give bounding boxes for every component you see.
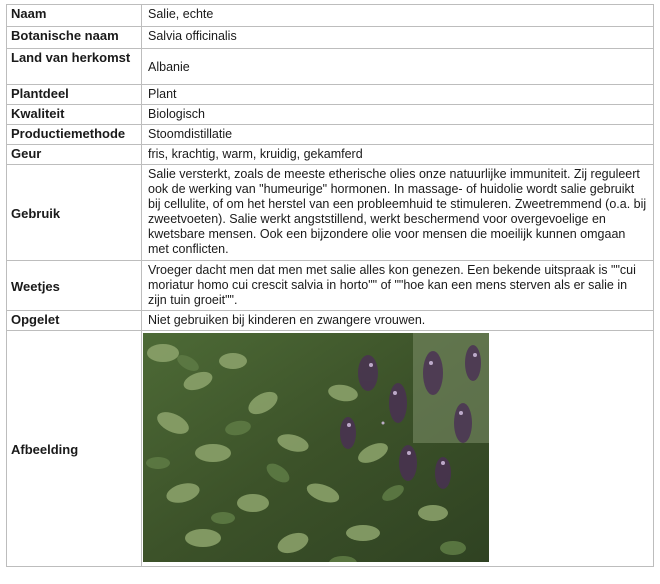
row-label-land-van-herkomst: Land van herkomst bbox=[7, 49, 142, 85]
row-value-land-van-herkomst: Albanie bbox=[142, 49, 654, 85]
row-label-productiemethode: Productiemethode bbox=[7, 125, 142, 145]
table-row bbox=[7, 145, 654, 165]
row-label-weetjes: Weetjes bbox=[7, 261, 142, 311]
info-table bbox=[6, 4, 654, 567]
sage-plant-photo bbox=[143, 333, 489, 562]
row-value-plantdeel: Plant bbox=[142, 85, 654, 105]
row-label-geur: Geur bbox=[7, 145, 142, 165]
row-label-naam: Naam bbox=[7, 5, 142, 27]
row-value-naam: Salie, echte bbox=[142, 5, 654, 27]
row-label-afbeelding: Afbeelding bbox=[7, 331, 142, 567]
row-value-kwaliteit: Biologisch bbox=[142, 105, 654, 125]
row-label-kwaliteit: Kwaliteit bbox=[7, 105, 142, 125]
table-row bbox=[7, 165, 654, 261]
product-sheet bbox=[6, 4, 654, 567]
table-row bbox=[7, 85, 654, 105]
row-label-opgelet: Opgelet bbox=[7, 311, 142, 331]
row-label-gebruik: Gebruik bbox=[7, 165, 142, 261]
row-label-plantdeel: Plantdeel bbox=[7, 85, 142, 105]
table-row bbox=[7, 105, 654, 125]
row-value-weetjes: Vroeger dacht men dat men met salie alles kon genezen. Een bekende uitspraak is ""cui moriatur homo cui crescit salvia in horto"" of ""hoe kan een mens sterven als er salie in zijn tuin groeit"". bbox=[142, 261, 654, 311]
table-row bbox=[7, 49, 654, 85]
table-row bbox=[7, 5, 654, 27]
row-value-opgelet: Niet gebruiken bij kinderen en zwangere vrouwen. bbox=[142, 311, 654, 331]
row-value-afbeelding bbox=[142, 331, 654, 567]
table-row bbox=[7, 311, 654, 331]
row-value-geur: fris, krachtig, warm, kruidig, gekamferd bbox=[142, 145, 654, 165]
row-value-botanische-naam: Salvia officinalis bbox=[142, 27, 654, 49]
table-row bbox=[7, 331, 654, 567]
table-row bbox=[7, 27, 654, 49]
row-value-productiemethode: Stoomdistillatie bbox=[142, 125, 654, 145]
row-label-botanische-naam: Botanische naam bbox=[7, 27, 142, 49]
table-row bbox=[7, 261, 654, 311]
table-row bbox=[7, 125, 654, 145]
row-value-gebruik: Salie versterkt, zoals de meeste etherische olies onze natuurlijke immuniteit. Zij reguleert ook de werking van "humeurige" hormonen. In massage- of huidolie wordt salie gebruikt bij cellulite, of om het herstel van een probleemhuid te stimuleren. Zweetremmend (o.a. bij zweetvoeten). Salie werkt angststillend, werkt beschermend voor overgevoelige en kwetsbare mensen. Ook een bijzondere olie voor mensen die moeilijk kunnen omgaan met conflicten. bbox=[142, 165, 654, 261]
